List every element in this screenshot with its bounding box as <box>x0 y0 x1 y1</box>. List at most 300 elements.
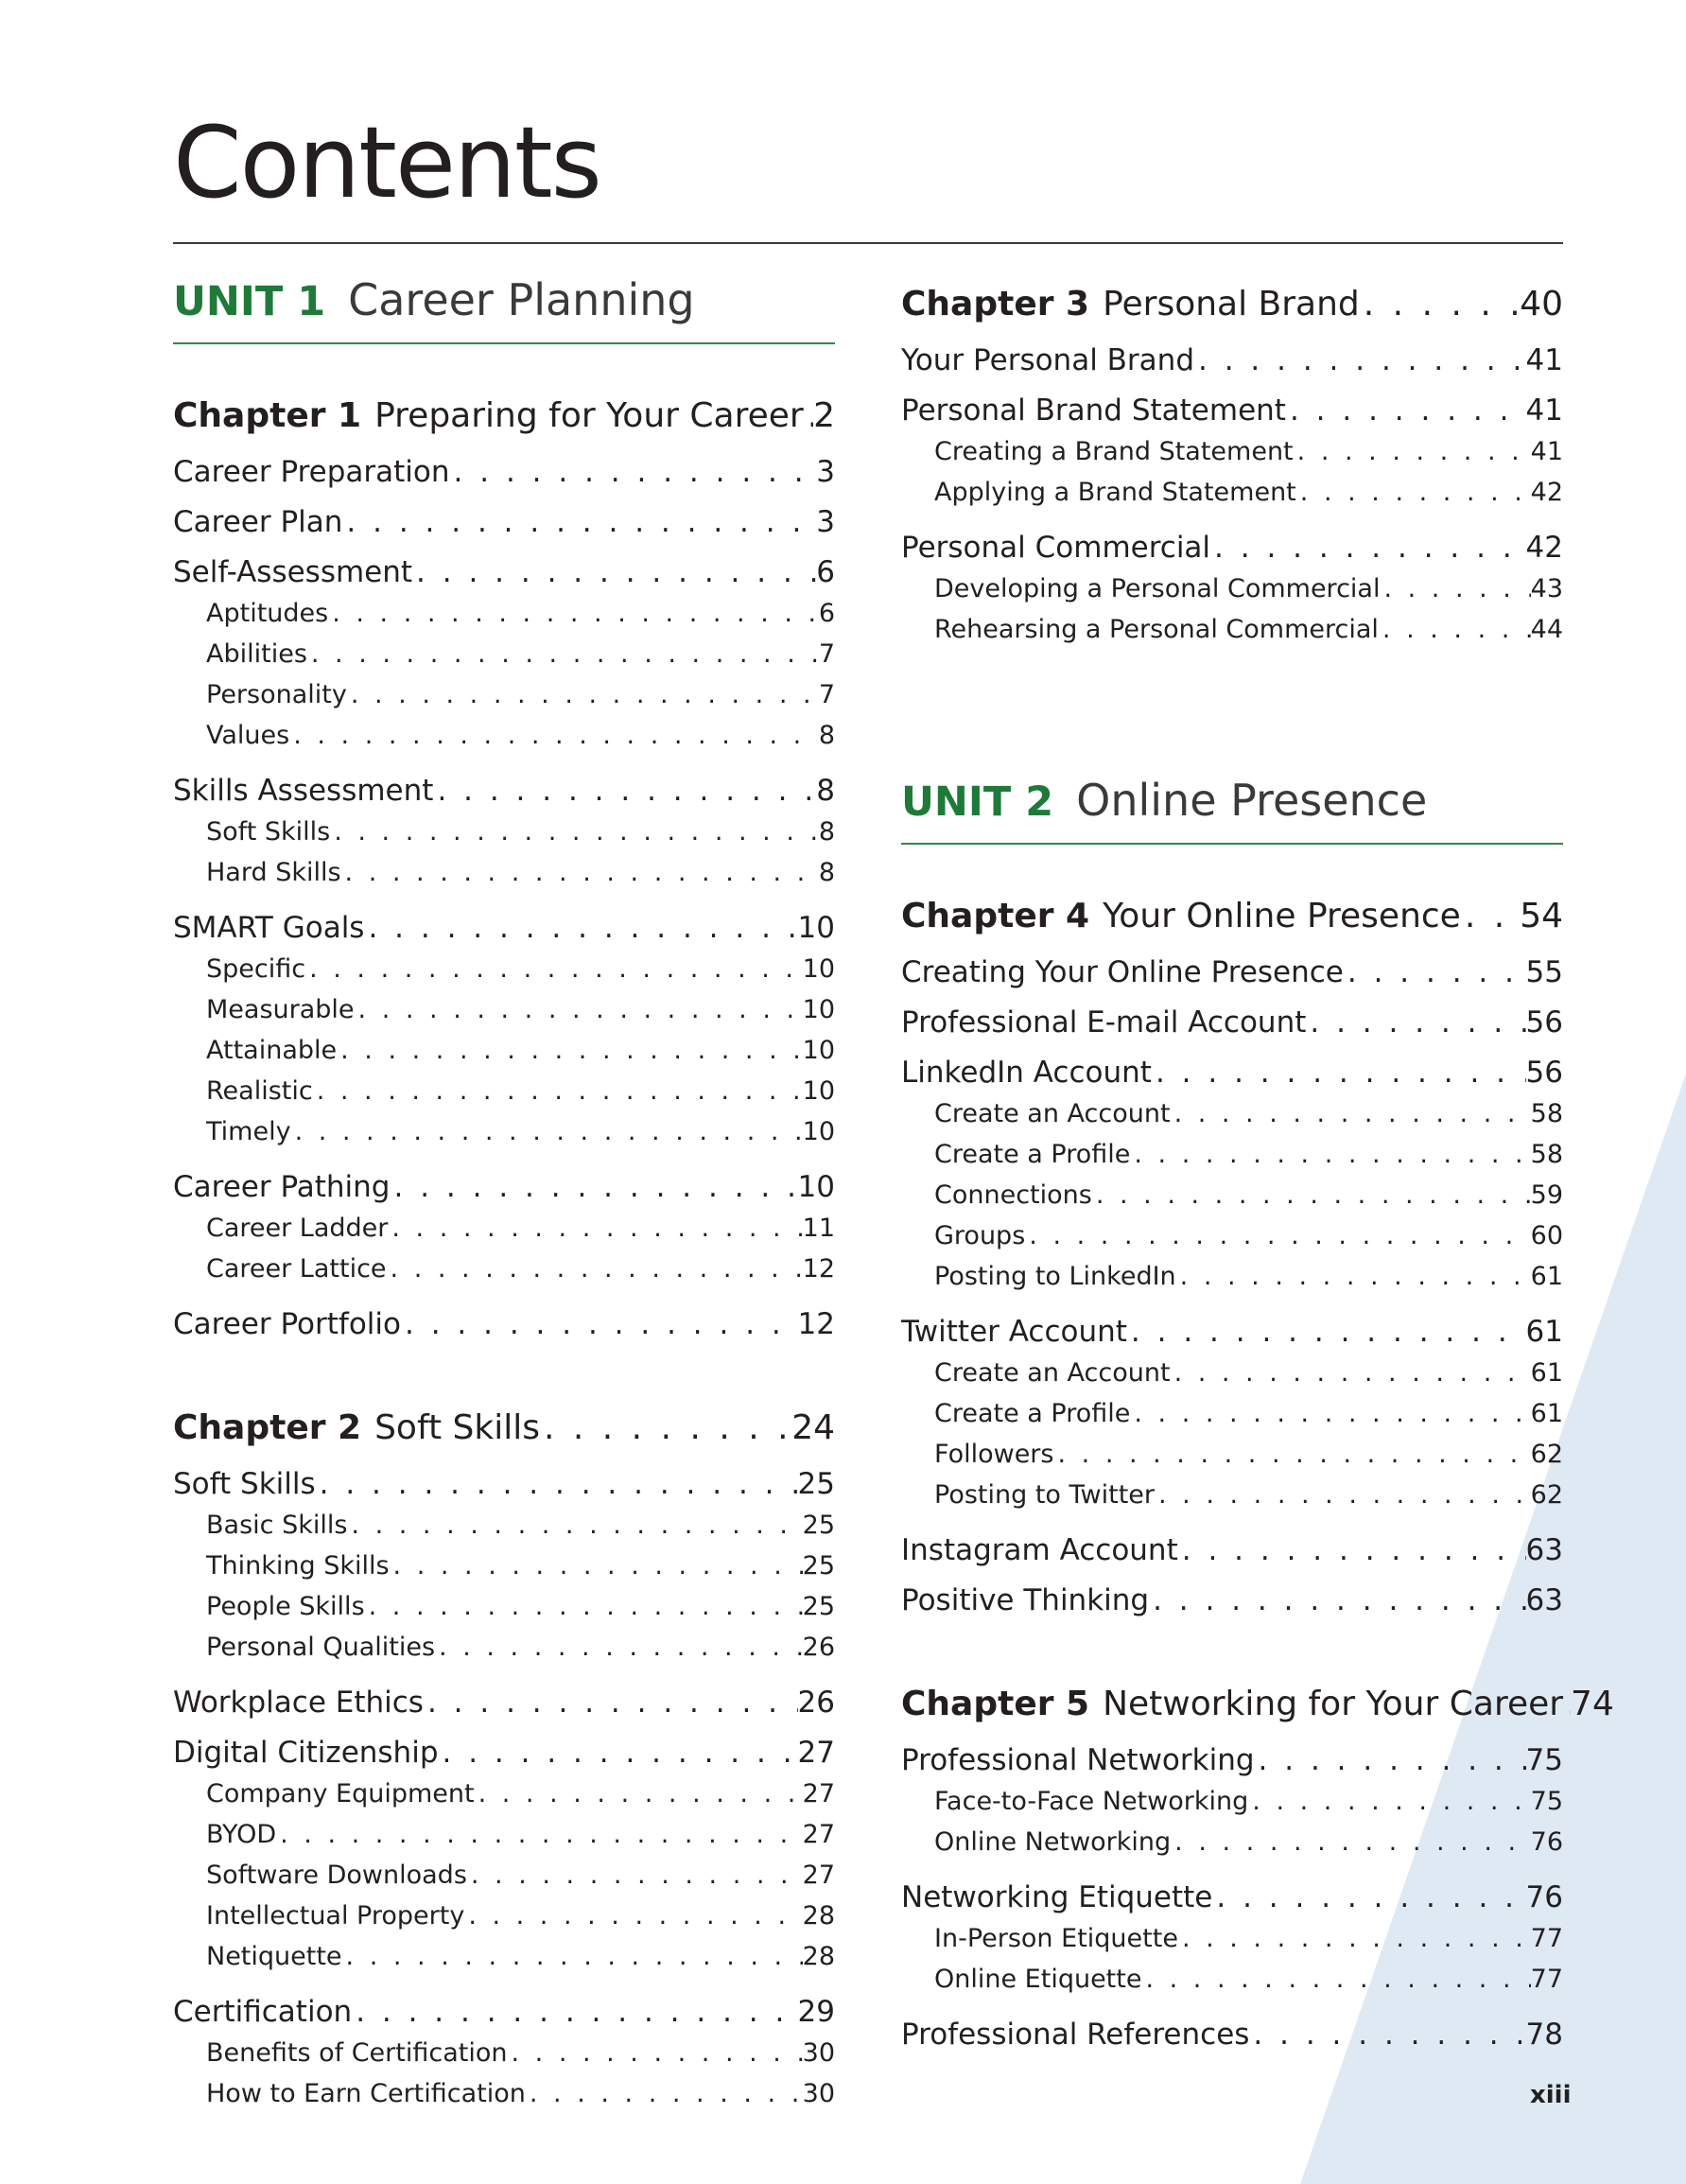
leader-dots <box>1092 1180 1531 1210</box>
subsection-entry[interactable] <box>901 1393 1563 1434</box>
entry-title: Digital Citizenship <box>173 1735 439 1770</box>
entry-page: 43 <box>1530 574 1563 603</box>
chapter-title: Preparing for Your Career <box>374 395 804 435</box>
entry-page: 55 <box>1525 954 1563 989</box>
subsection-entry[interactable] <box>173 2073 835 2114</box>
entry-title: Timely <box>206 1117 291 1146</box>
leader-dots <box>342 505 816 539</box>
subsection-entry[interactable] <box>901 1959 1563 2000</box>
subsection-entry[interactable] <box>173 1586 835 1627</box>
leader-dots <box>1152 1056 1526 1090</box>
section-entry[interactable] <box>173 1299 835 1349</box>
subsection-entry[interactable] <box>901 1134 1563 1175</box>
entry-title: Career Pathing <box>173 1169 391 1204</box>
entry-title: Specific <box>206 954 306 984</box>
leader-dots <box>307 639 819 669</box>
subsection-entry[interactable] <box>901 609 1563 650</box>
entry-title: Create a Profile <box>934 1399 1131 1428</box>
subsection-entry[interactable] <box>173 1030 835 1071</box>
entry-page: 12 <box>802 1254 835 1284</box>
chapter-entry[interactable] <box>173 386 835 445</box>
chapter-block <box>901 886 1563 1625</box>
leader-dots <box>337 1036 803 1065</box>
unit-number: UNIT 1 <box>173 278 326 325</box>
entry-title: Company Equipment <box>206 1779 475 1808</box>
entry-title: Followers <box>934 1440 1054 1469</box>
entry-title: Benefits of Certification <box>206 2038 508 2068</box>
chapter-label: Chapter 5 <box>901 1684 1090 1723</box>
leader-dots <box>1178 1924 1531 1953</box>
entry-page: 78 <box>1525 2017 1563 2052</box>
entry-title: Intellectual Property <box>206 1901 465 1931</box>
section-entry[interactable] <box>173 765 835 815</box>
entry-page: 56 <box>1525 1005 1563 1040</box>
chapter-title: Your Online Presence <box>1103 896 1461 935</box>
entry-title: Software Downloads <box>206 1861 467 1890</box>
entry-page: 62 <box>1530 1480 1563 1510</box>
leader-dots <box>1171 1099 1531 1128</box>
entry-title: Professional References <box>901 2017 1250 2052</box>
entry-title: Face-to-Face Networking <box>934 1787 1249 1816</box>
leader-dots <box>391 1170 798 1204</box>
chapter-label: Chapter 3 <box>901 284 1090 323</box>
entry-title: Groups <box>934 1221 1026 1250</box>
entry-page: 10 <box>802 995 835 1024</box>
chapter-title: Networking for Your Career <box>1103 1684 1564 1723</box>
entry-page: 3 <box>816 504 835 539</box>
leader-dots <box>347 680 819 709</box>
leader-dots <box>1249 2018 1525 2052</box>
subsection-entry[interactable] <box>173 812 835 852</box>
entry-page: 30 <box>802 2079 835 2108</box>
entry-page: 56 <box>1525 1055 1563 1090</box>
leader-dots <box>305 954 803 984</box>
leader-dots <box>475 1779 803 1808</box>
entry-title: Certification <box>173 1994 353 2029</box>
leader-dots <box>316 1467 798 1501</box>
leader-dots <box>467 1861 803 1890</box>
entry-page: 25 <box>802 1592 835 1621</box>
entry-page: 77 <box>1530 1965 1563 1994</box>
entry-page: 11 <box>802 1214 835 1243</box>
unit-spacer <box>901 699 1563 775</box>
page-title: Contents <box>173 105 600 220</box>
section-entry[interactable] <box>901 1047 1563 1097</box>
entry-title: Workplace Ethics <box>173 1685 424 1720</box>
subsection-entry[interactable] <box>173 1208 835 1249</box>
leader-dots <box>1248 1787 1530 1816</box>
entry-title: Abilities <box>206 639 307 669</box>
leader-dots <box>276 1820 803 1849</box>
entry-title: Netiquette <box>206 1942 342 1971</box>
entry-page: 8 <box>818 817 835 847</box>
section-entry[interactable] <box>173 1727 835 1777</box>
chapter-entry[interactable] <box>901 1674 1614 1733</box>
chapter-heading <box>173 1408 540 1447</box>
chapter-block <box>173 386 835 1349</box>
entry-title: Online Networking <box>934 1827 1172 1857</box>
entry-title: Measurable <box>206 995 355 1024</box>
unit-heading <box>173 274 835 344</box>
subsection-entry[interactable] <box>173 1627 835 1668</box>
entry-page: 26 <box>797 1685 835 1720</box>
subsection-entry[interactable] <box>173 715 835 756</box>
entry-page: 58 <box>1530 1140 1563 1169</box>
leader-dots <box>424 1686 798 1720</box>
leader-dots <box>352 1995 797 2029</box>
subsection-entry[interactable] <box>901 1093 1563 1134</box>
entry-page: 10 <box>802 1076 835 1106</box>
leader-dots <box>1141 1965 1530 1994</box>
entry-page: 10 <box>797 1169 835 1204</box>
leader-dots <box>526 2079 803 2108</box>
entry-page: 8 <box>816 773 835 808</box>
subsection-entry[interactable] <box>901 1215 1563 1256</box>
leader-dots <box>1025 1221 1530 1250</box>
subsection-entry[interactable] <box>173 634 835 674</box>
toc-right-column <box>901 274 1614 2108</box>
entry-title: Create an Account <box>934 1358 1171 1388</box>
entry-page: 27 <box>802 1779 835 1808</box>
chapter-heading <box>901 285 1360 323</box>
entry-page: 76 <box>1525 1879 1563 1914</box>
entry-title: Connections <box>934 1180 1092 1210</box>
leader-dots <box>347 1511 802 1540</box>
subsection-entry[interactable] <box>901 1434 1563 1475</box>
subsection-entry[interactable] <box>901 1475 1563 1515</box>
subsection-entry[interactable] <box>901 1781 1563 1822</box>
entry-title: Networking Etiquette <box>901 1879 1213 1914</box>
entry-page: 10 <box>802 954 835 984</box>
entry-page: 41 <box>1525 393 1563 428</box>
title-rule <box>173 242 1563 244</box>
entry-title: Aptitudes <box>206 599 329 628</box>
subsection-entry[interactable] <box>173 1505 835 1546</box>
entry-title: Values <box>206 721 290 750</box>
entry-title: Attainable <box>206 1036 338 1065</box>
subsection-entry[interactable] <box>173 1814 835 1855</box>
subsection-entry[interactable] <box>173 1855 835 1896</box>
subsection-entry[interactable] <box>173 1936 835 1977</box>
entry-title: Posting to Twitter <box>934 1480 1156 1510</box>
leader-dots <box>313 1076 803 1106</box>
entry-page: 25 <box>802 1551 835 1581</box>
leader-dots <box>1178 1533 1526 1567</box>
entry-title: Personal Brand Statement <box>901 393 1286 428</box>
entry-page: 8 <box>818 721 835 750</box>
section-entry[interactable] <box>901 947 1563 997</box>
entry-page: 28 <box>802 1942 835 1971</box>
subsection-entry[interactable] <box>901 1822 1563 1862</box>
leader-dots <box>365 1592 803 1621</box>
unit-number: UNIT 2 <box>901 778 1054 826</box>
entry-page: 27 <box>802 1861 835 1890</box>
leader-dots <box>390 1551 803 1581</box>
leader-dots <box>1380 574 1530 603</box>
leader-dots <box>388 1214 802 1243</box>
entry-page: 77 <box>1530 1924 1563 1953</box>
leader-dots <box>1296 478 1531 507</box>
chapter-label: Chapter 4 <box>901 896 1090 935</box>
entry-title: Applying a Brand Statement <box>934 478 1296 507</box>
entry-title: Basic Skills <box>206 1511 348 1540</box>
leader-dots <box>804 396 813 435</box>
leader-dots <box>412 555 816 589</box>
subsection-entry[interactable] <box>173 989 835 1030</box>
entry-title: Personal Commercial <box>901 530 1211 565</box>
entry-page: 63 <box>1525 1582 1563 1617</box>
section-entry[interactable] <box>173 446 835 497</box>
entry-page: 7 <box>818 680 835 709</box>
entry-title: Online Etiquette <box>934 1965 1142 1994</box>
section-entry[interactable] <box>901 522 1563 572</box>
subsection-entry[interactable] <box>173 674 835 715</box>
entry-page: 41 <box>1530 437 1563 466</box>
unit-title: Online Presence <box>1076 775 1428 826</box>
chapter-page: 54 <box>1520 896 1563 935</box>
section-entry[interactable] <box>901 385 1563 435</box>
leader-dots <box>1461 897 1520 935</box>
chapter-block <box>901 1674 1614 2059</box>
entry-page: 62 <box>1530 1440 1563 1469</box>
entry-title: Skills Assessment <box>173 773 434 808</box>
entry-page: 29 <box>797 1994 835 2029</box>
entry-page: 41 <box>1525 342 1563 377</box>
entry-title: People Skills <box>206 1592 365 1621</box>
subsection-entry[interactable] <box>173 1249 835 1289</box>
chapter-title: Soft Skills <box>374 1407 541 1447</box>
leader-dots <box>1171 1358 1531 1388</box>
entry-title: In-Person Etiquette <box>934 1924 1178 1953</box>
leader-dots <box>464 1901 802 1931</box>
entry-title: Career Preparation <box>173 454 450 489</box>
leader-dots <box>1294 437 1531 466</box>
entry-page: 61 <box>1530 1262 1563 1291</box>
entry-title: BYOD <box>206 1820 277 1849</box>
section-entry[interactable] <box>901 1872 1563 1922</box>
leader-dots <box>1171 1827 1530 1857</box>
chapter-heading <box>901 897 1461 935</box>
entry-title: Hard Skills <box>206 858 341 887</box>
entry-title: Career Plan <box>173 504 343 539</box>
chapter-block <box>173 1398 835 2114</box>
page-number: xiii <box>1530 2081 1572 2109</box>
subsection-entry[interactable] <box>901 1918 1563 1959</box>
leader-dots <box>1149 1583 1525 1617</box>
entry-title: Personal Qualities <box>206 1633 436 1662</box>
leader-dots <box>387 1254 803 1284</box>
section-entry[interactable] <box>173 1162 835 1212</box>
entry-title: Thinking Skills <box>206 1551 390 1581</box>
subsection-entry[interactable] <box>901 431 1563 472</box>
entry-title: Posting to LinkedIn <box>934 1262 1176 1291</box>
subsection-entry[interactable] <box>901 568 1563 609</box>
leader-dots <box>328 599 819 628</box>
leader-dots <box>289 721 819 750</box>
entry-title: Soft Skills <box>173 1466 316 1501</box>
leader-dots <box>1379 615 1531 644</box>
section-entry[interactable] <box>173 547 835 597</box>
unit-title: Career Planning <box>348 274 695 325</box>
entry-page: 75 <box>1530 1787 1563 1816</box>
section-entry[interactable] <box>173 902 835 952</box>
entry-page: 30 <box>802 2038 835 2068</box>
entry-page: 42 <box>1530 478 1563 507</box>
entry-page: 6 <box>818 599 835 628</box>
leader-dots <box>540 1408 791 1447</box>
entry-page: 75 <box>1525 1742 1563 1777</box>
entry-title: Twitter Account <box>901 1314 1127 1349</box>
entry-page: 10 <box>802 1117 835 1146</box>
leader-dots <box>355 995 803 1024</box>
subsection-entry[interactable] <box>901 1353 1563 1393</box>
entry-page: 61 <box>1525 1314 1563 1349</box>
section-entry[interactable] <box>901 335 1563 385</box>
entry-page: 44 <box>1530 615 1563 644</box>
leader-dots <box>1306 1005 1525 1040</box>
entry-title: Soft Skills <box>206 817 331 847</box>
section-entry[interactable] <box>901 1735 1563 1785</box>
leader-dots <box>1127 1315 1526 1349</box>
leader-dots <box>433 774 816 808</box>
subsection-entry[interactable] <box>173 1773 835 1814</box>
leader-dots <box>1344 955 1526 989</box>
leader-dots <box>507 2038 802 2068</box>
chapter-label: Chapter 1 <box>173 395 362 435</box>
section-entry[interactable] <box>901 2009 1563 2059</box>
entry-title: Creating a Brand Statement <box>934 437 1294 466</box>
chapter-entry[interactable] <box>901 274 1563 333</box>
entry-title: Self-Assessment <box>173 554 413 589</box>
chapter-title: Personal Brand <box>1103 284 1360 323</box>
section-entry[interactable] <box>173 1459 835 1509</box>
subsection-entry[interactable] <box>173 2033 835 2073</box>
entry-title: Personality <box>206 680 347 709</box>
chapter-page: 74 <box>1571 1684 1614 1723</box>
leader-dots <box>341 858 819 887</box>
leader-dots <box>1255 1743 1526 1777</box>
entry-title: How to Earn Certification <box>206 2079 526 2108</box>
entry-title: Your Personal Brand <box>901 342 1194 377</box>
entry-page: 42 <box>1525 530 1563 565</box>
entry-title: Creating Your Online Presence <box>901 954 1344 989</box>
leader-dots <box>1130 1140 1530 1169</box>
entry-title: Developing a Personal Commercial <box>934 574 1381 603</box>
leader-dots <box>1130 1399 1530 1428</box>
leader-dots <box>401 1307 798 1341</box>
leader-dots <box>342 1942 803 1971</box>
section-entry[interactable] <box>901 1575 1563 1625</box>
entry-page: 7 <box>818 639 835 669</box>
chapter-heading <box>173 396 804 435</box>
leader-dots <box>1210 531 1526 565</box>
entry-title: Realistic <box>206 1076 313 1106</box>
toc-left-column <box>173 274 835 2163</box>
leader-dots <box>439 1736 798 1770</box>
subsection-entry[interactable] <box>173 1546 835 1586</box>
entry-page: 26 <box>802 1633 835 1662</box>
leader-dots <box>1212 1880 1525 1914</box>
subsection-entry[interactable] <box>901 1175 1563 1215</box>
leader-dots <box>450 455 817 489</box>
chapter-page: 2 <box>813 395 835 435</box>
leader-dots <box>330 817 819 847</box>
leader-dots <box>1563 1685 1571 1723</box>
unit-heading <box>901 775 1563 845</box>
entry-title: Create an Account <box>934 1099 1171 1128</box>
leader-dots <box>435 1633 803 1662</box>
entry-title: Professional E-mail Account <box>901 1005 1307 1040</box>
subsection-entry[interactable] <box>173 852 835 893</box>
leader-dots <box>1155 1480 1531 1510</box>
entry-title: LinkedIn Account <box>901 1055 1152 1090</box>
entry-title: Rehearsing a Personal Commercial <box>934 615 1379 644</box>
entry-title: Professional Networking <box>901 1742 1255 1777</box>
leader-dots <box>364 911 797 945</box>
entry-page: 6 <box>816 554 835 589</box>
entry-page: 59 <box>1530 1180 1563 1210</box>
subsection-entry[interactable] <box>173 1896 835 1936</box>
subsection-entry[interactable] <box>173 949 835 989</box>
leader-dots <box>1176 1262 1531 1291</box>
section-entry[interactable] <box>901 1306 1563 1356</box>
leader-dots <box>1194 343 1526 377</box>
subsection-entry[interactable] <box>901 1256 1563 1297</box>
chapter-block <box>901 274 1563 650</box>
entry-title: SMART Goals <box>173 910 365 945</box>
subsection-entry[interactable] <box>173 1111 835 1152</box>
entry-title: Positive Thinking <box>901 1582 1150 1617</box>
section-entry[interactable] <box>173 497 835 547</box>
entry-title: Career Lattice <box>206 1254 387 1284</box>
entry-page: 25 <box>802 1511 835 1540</box>
subsection-entry[interactable] <box>901 472 1563 513</box>
section-entry[interactable] <box>901 997 1563 1047</box>
chapter-heading <box>901 1685 1563 1723</box>
section-entry[interactable] <box>901 1525 1563 1575</box>
entry-page: 61 <box>1530 1399 1563 1428</box>
leader-dots <box>1053 1440 1530 1469</box>
entry-page: 10 <box>802 1036 835 1065</box>
entry-title: Create a Profile <box>934 1140 1131 1169</box>
entry-page: 61 <box>1530 1358 1563 1388</box>
entry-page: 25 <box>797 1466 835 1501</box>
entry-page: 27 <box>797 1735 835 1770</box>
leader-dots <box>1286 393 1526 428</box>
leader-dots <box>1360 285 1520 323</box>
entry-page: 27 <box>802 1820 835 1849</box>
entry-page: 63 <box>1525 1532 1563 1567</box>
entry-page: 12 <box>797 1306 835 1341</box>
entry-page: 28 <box>802 1901 835 1931</box>
leader-dots <box>291 1117 803 1146</box>
entry-page: 10 <box>797 910 835 945</box>
entry-page: 60 <box>1530 1221 1563 1250</box>
entry-page: 8 <box>818 858 835 887</box>
chapter-label: Chapter 2 <box>173 1407 362 1447</box>
subsection-entry[interactable] <box>173 593 835 634</box>
section-entry[interactable] <box>173 1677 835 1727</box>
chapter-entry[interactable] <box>901 886 1563 945</box>
section-entry[interactable] <box>173 1986 835 2036</box>
subsection-entry[interactable] <box>173 1071 835 1111</box>
chapter-entry[interactable] <box>173 1398 835 1457</box>
chapter-page: 40 <box>1520 284 1563 323</box>
entry-page: 3 <box>816 454 835 489</box>
entry-title: Career Ladder <box>206 1214 389 1243</box>
entry-page: 76 <box>1530 1827 1563 1857</box>
entry-title: Career Portfolio <box>173 1306 401 1341</box>
